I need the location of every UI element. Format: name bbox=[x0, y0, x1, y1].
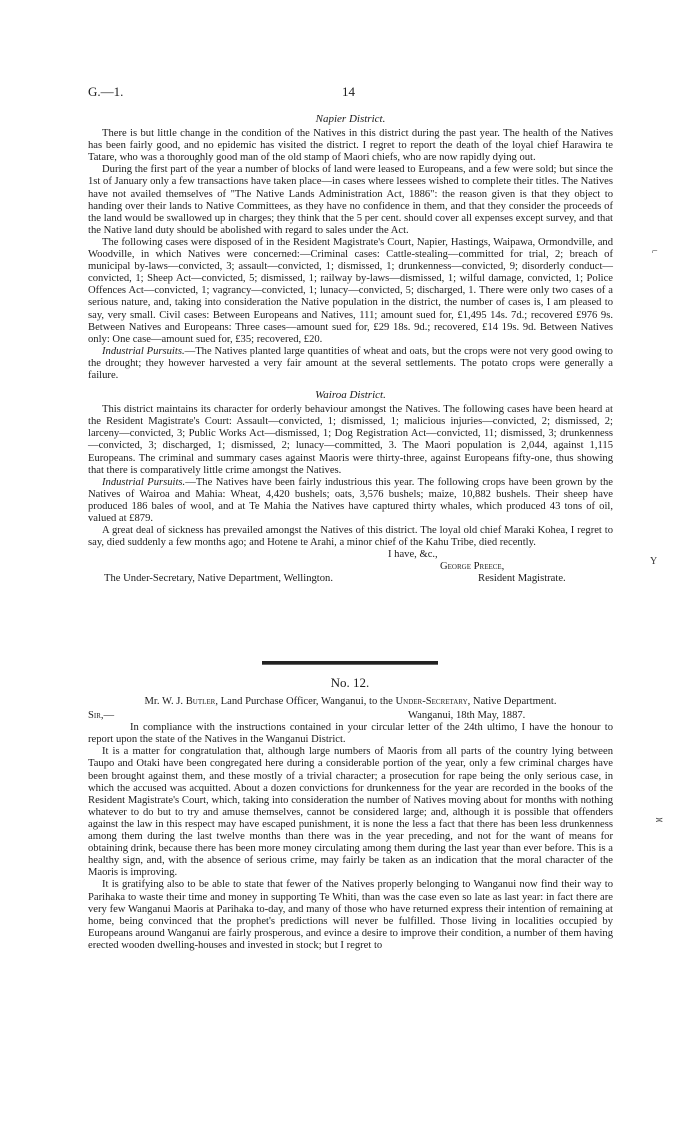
signature-row-3 bbox=[88, 573, 613, 585]
signatory-name: George Preece, bbox=[440, 561, 505, 573]
signature-row-1 bbox=[88, 549, 613, 561]
industrial-pursuits-label: Industrial Pursuits. bbox=[102, 345, 185, 357]
wairoa-paragraph-1: This district maintains its character for orderly behaviour amongst the Natives. The following cases have been heard at the Resident Magistrate's Court: Assault—convicted, 1; dismissed, 1; malicious injuries—convicted, 2; dismissed, 2; larceny—convicted, 3; Public Works Act—dismissed, 1; Dog Registration Act—convicted, 11; dismissed, 3; drunkenness—convicted, 3; discharged, 1; dismissed, 2; lunacy—committed, 3. The Maori population is 2,044, against 1,115 Europeans. The criminal and summary cases against Maoris were thirty-three, against Europeans fifty-one, thus showing that there is comparatively little crime amongst the Natives. bbox=[88, 404, 613, 476]
margin-ink-mark: ≍ bbox=[655, 815, 664, 826]
addressee: The Under-Secretary, Native Department, Wellington. bbox=[104, 573, 333, 585]
document-number-title: No. 12. bbox=[330, 675, 370, 690]
butler-paragraph-2: It is a matter for congratulation that, although large numbers of Maoris from all parts of the country lying between Taupo and Otaki have been congregated here during a considerable portion of the year, only a few criminal charges have been brought against them, and these mostly of a trivial character; a prosecution for rape being the only serious case, in which the accused was acquitted. About a dozen convictions for drunkenness for the year are recorded in the books of the Resident Magistrate's Court, which, taking into consideration the number of Natives moving about for months with nothing whatever to do but to try and amuse themselves, cannot be considered large; and, although it is possible that offenders against the law in this respect may have escaped punishment, it is none the less a fact that there has been less drunkenness among them during the last twelve months than there was in the year preceding, and not for the want of means for obtaining drink, because there has been more money circulating among them during the last year than ever before. This is a healthy sign, and, with the absence of serious crime, may fairly be taken as an indication that the moral character of the Maoris is improving. bbox=[88, 746, 613, 879]
napier-heading: Napier District. bbox=[315, 113, 386, 125]
wairoa-paragraph-2-text: —The Natives have been fairly industrious this year. The following crops have been grown by the Natives of Wairoa and Mahia: Wheat, 4,420 bushels; oats, 3,576 bushels; maize, 10,882 bushels. Their sheep have produced 186 bales of wool, and at Te Mahia the Natives have captured thirty whales, which produced 43 tons of oil, valued at £879. bbox=[88, 476, 613, 524]
margin-ink-mark: Y bbox=[650, 556, 658, 567]
section-divider-rule bbox=[262, 661, 438, 665]
margin-ink-mark: ⌐ bbox=[652, 246, 658, 257]
wairoa-paragraph-2 bbox=[88, 477, 613, 525]
salutation-row bbox=[88, 710, 613, 722]
napier-paragraph-1: There is but little change in the condition of the Natives in this district during the past year. The health of the Natives has been fairly good, and no epidemic has visited the district. I regret to report the death of the loyal chief Harawira te Tatare, who was a thoroughly good man of the old stamp of Maori chiefs, who are now rapidly dying out. bbox=[88, 128, 613, 164]
butler-report-section bbox=[88, 696, 613, 952]
parliamentary-paper-reference: G.—1. bbox=[88, 84, 124, 99]
closing-formula: I have, &c., bbox=[388, 549, 438, 561]
page-number: 14 bbox=[342, 84, 355, 99]
wairoa-paragraph-3: A great deal of sickness has prevailed amongst the Natives of this district. The loyal old chief Maraki Kohea, I regret to say, died suddenly a few months ago; and Hotene te Arahi, a minor chief of the Kahu Tribe, died recently. bbox=[88, 525, 613, 549]
butler-paragraph-1: In compliance with the instructions contained in your circular letter of the 24th ultimo, I have the honour to report upon the state of the Natives in the Wanganui District. bbox=[88, 722, 613, 746]
signature-row-2 bbox=[88, 561, 613, 573]
recipient-title: Under-Secretary bbox=[395, 696, 468, 707]
napier-paragraph-3: The following cases were disposed of in the Resident Magistrate's Court, Napier, Hastings, Waipawa, Ormondville, and Woodville, in which Natives were concerned:—Criminal cases: Cattle-stealing—committed for trial, 2; breach of municipal by-laws—convicted, 3; assault—convicted, 1; dismissed, 1; drunkenness—convicted, 9; disorderly conduct—convicted, 1; Sheep Act—convicted, 5; dismissed, 1; railway by-laws—dismissed, 1; wilful damage, convicted, 1; Police Offences Act—convicted, 1; vagrancy—convicted, 1; lunacy—convicted, 5; discharged, 1. There were only two cases of a serious nature, and, taking into consideration the Native population in the district, the number of cases is, I am pleased to say, very small. Civil cases: Between Europeans and Natives, 111; amount sued for, £1,495 14s. 7d.; recovered £976 9s. Between Natives and Europeans: Three cases—amount sued for, £29 18s. 9d.; recovered, £14 19s. 9d. Between Natives only: One case—amount sued for, £35; recovered, £20. bbox=[88, 236, 613, 345]
napier-paragraph-4 bbox=[88, 346, 613, 382]
salutation: Sir,— bbox=[88, 710, 115, 722]
sender-name: Butler bbox=[185, 696, 216, 707]
napier-paragraph-4-text: —The Natives planted large quantities of wheat and oats, but the crops were not very good owing to the drought; they however harvested a very fair amount at the several settlements. The potato crops were generally a failure. bbox=[88, 345, 613, 381]
wairoa-heading: Wairoa District. bbox=[315, 389, 386, 402]
industrial-pursuits-label: Industrial Pursuits. bbox=[102, 476, 186, 488]
signatory-title: Resident Magistrate. bbox=[478, 573, 566, 585]
butler-paragraph-3: It is gratifying also to be able to state that fewer of the Natives properly belonging to Wanganui now find their way to Parihaka to waste their time and money in supporting Te Whiti, than was the case even so late as last year: in fact there are very few Wanganui Maoris at Parihaka to-day, and many of those who have returned express their intention of remaining at home, being convinced that the prophet's predictions will never be fulfilled. Those living in localities occupied by Europeans around Wanganui are fairly prosperous, and evince a desire to improve their condition, a number of them having erected wooden dwelling-houses and invested in stock; but I regret to bbox=[88, 879, 613, 951]
place-and-date: Wanganui, 18th May, 1887. bbox=[408, 710, 526, 722]
letter-heading: Mr. W. J. Butler, Land Purchase Officer, Wanganui, to the Under-Secretary, Native Department. bbox=[144, 696, 557, 707]
napier-wairoa-section bbox=[88, 113, 613, 586]
napier-paragraph-2: During the first part of the year a number of blocks of land were leased to Europeans, and a few were sold; but since the 1st of January only a few transactions have taken place—in cases where lessees wished to complete their titles. The Natives have not availed themselves of "The Native Lands Administration Act, 1886": the reason given is that they object to handing over their lands to Native Committees, as they have no confidence in them, and that they consider the proceeds of the land would be swallowed up in charges; they think that the 5 per cent. should cover all expenses except survey, and that the Native land duty should be abolished with regard to sales under the Act. bbox=[88, 164, 613, 236]
